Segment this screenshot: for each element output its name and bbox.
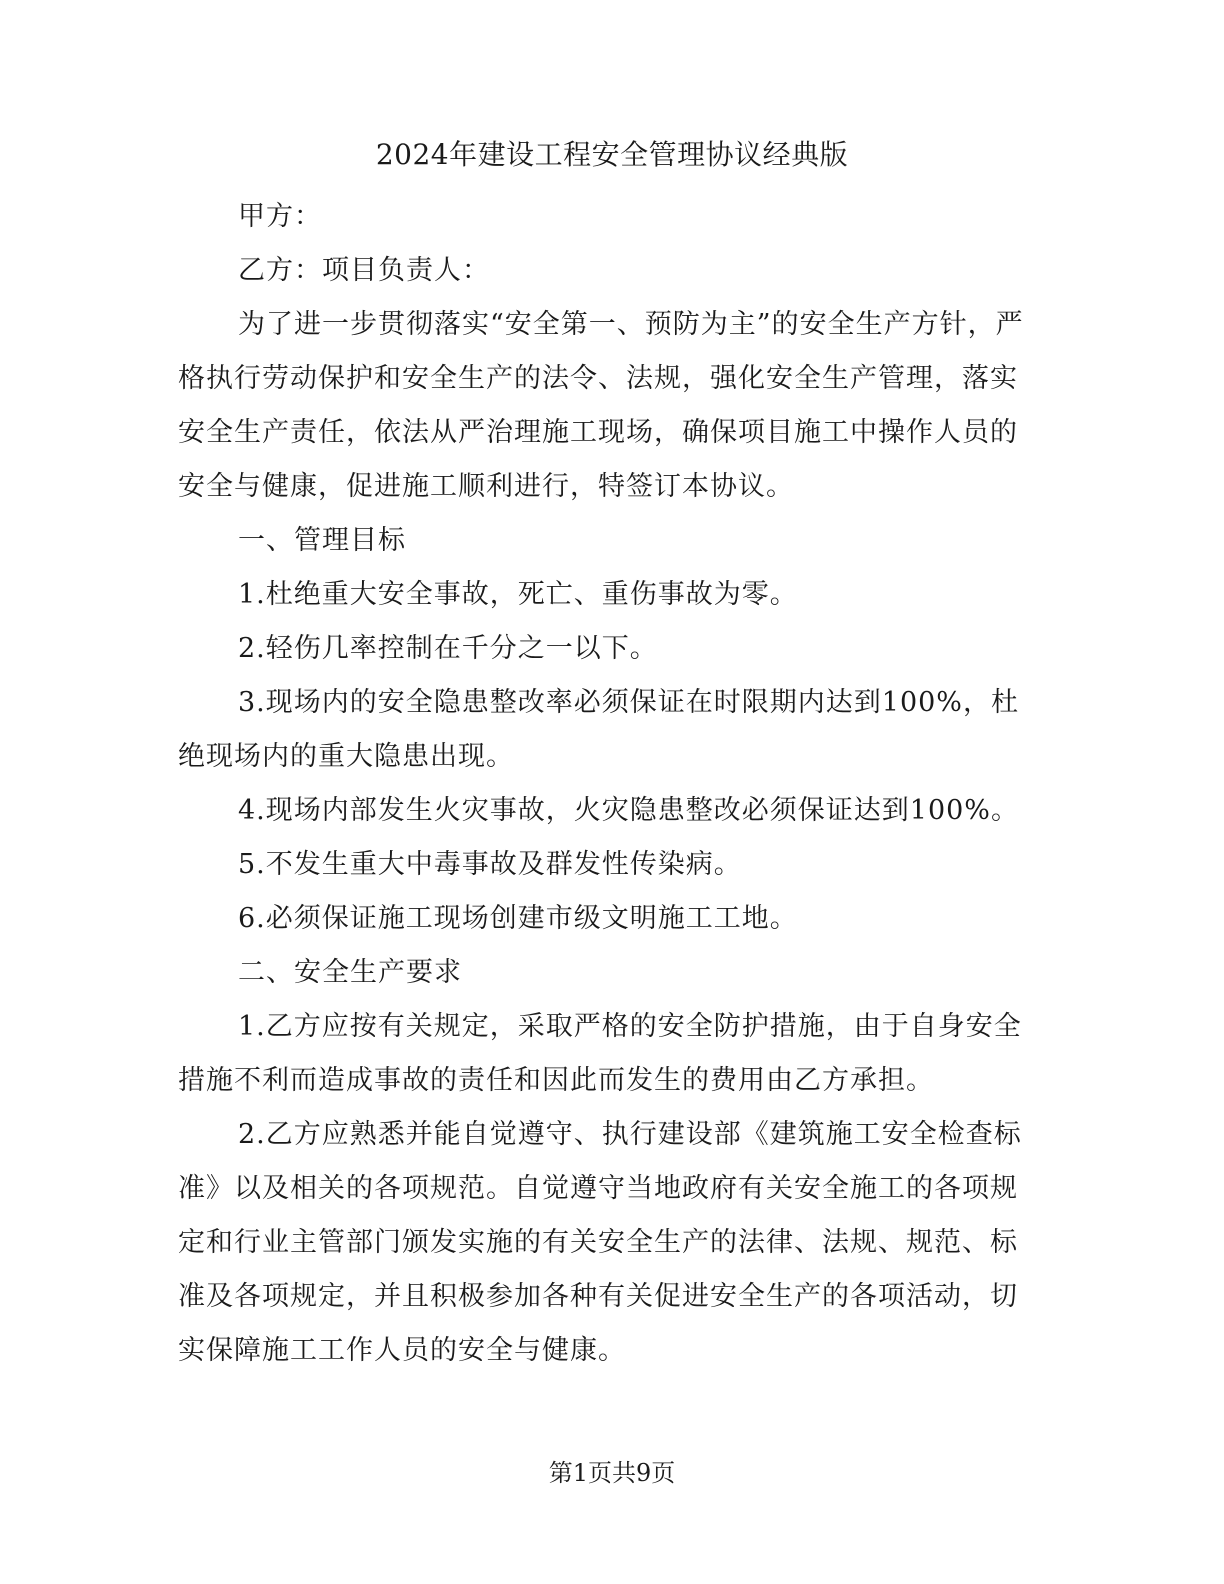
goal-item-3: 3.现场内的安全隐患整改率必须保证在时限期内达到100%，杜绝现场内的重大隐患出现。 [178, 687, 1019, 772]
paragraph-party-a: 甲方： [238, 201, 322, 232]
requirement-item-1: 1.乙方应按有关规定，采取严格的安全防护措施，由于自身安全措施不利而造成事故的责任和因此而发生的费用由乙方承担。 [178, 1011, 1022, 1096]
goal-item-1: 1.杜绝重大安全事故，死亡、重伤事故为零。 [238, 579, 798, 610]
goal-item-6: 6.必须保证施工现场创建市级文明施工工地。 [238, 903, 798, 934]
paragraph-preamble: 为了进一步贯彻落实“安全第一、预防为主”的安全生产方针，严格执行劳动保护和安全生产的法令、法规，强化安全生产管理，落实安全生产责任，依法从严治理施工现场，确保项目施工中操作人员的安全与健康，促进施工顺利进行，特签订本协议。 [178, 309, 1024, 502]
paragraph-party-b: 乙方：项目负责人： [238, 255, 490, 286]
section-heading-goals: 一、管理目标 [238, 525, 406, 556]
goal-item-2: 2.轻伤几率控制在千分之一以下。 [238, 633, 658, 664]
document-body [178, 190, 1028, 1378]
goal-item-4: 4.现场内部发生火灾事故，火灾隐患整改必须保证达到100%。 [238, 795, 1019, 826]
document-title: 2024年建设工程安全管理协议经典版 [375, 138, 849, 171]
requirement-item-2: 2.乙方应熟悉并能自觉遵守、执行建设部《建筑施工安全检查标准》以及相关的各项规范。自觉遵守当地政府有关安全施工的各项规定和行业主管部门颁发实施的有关安全生产的法律、法规、规范、标准及各项规定，并且积极参加各种有关促进安全生产的各项活动，切实保障施工工作人员的安全与健康。 [178, 1119, 1022, 1366]
page-number-footer: 第1页共9页 [548, 1459, 676, 1487]
goal-item-5: 5.不发生重大中毒事故及群发性传染病。 [238, 849, 742, 880]
section-heading-requirements: 二、安全生产要求 [238, 957, 462, 988]
